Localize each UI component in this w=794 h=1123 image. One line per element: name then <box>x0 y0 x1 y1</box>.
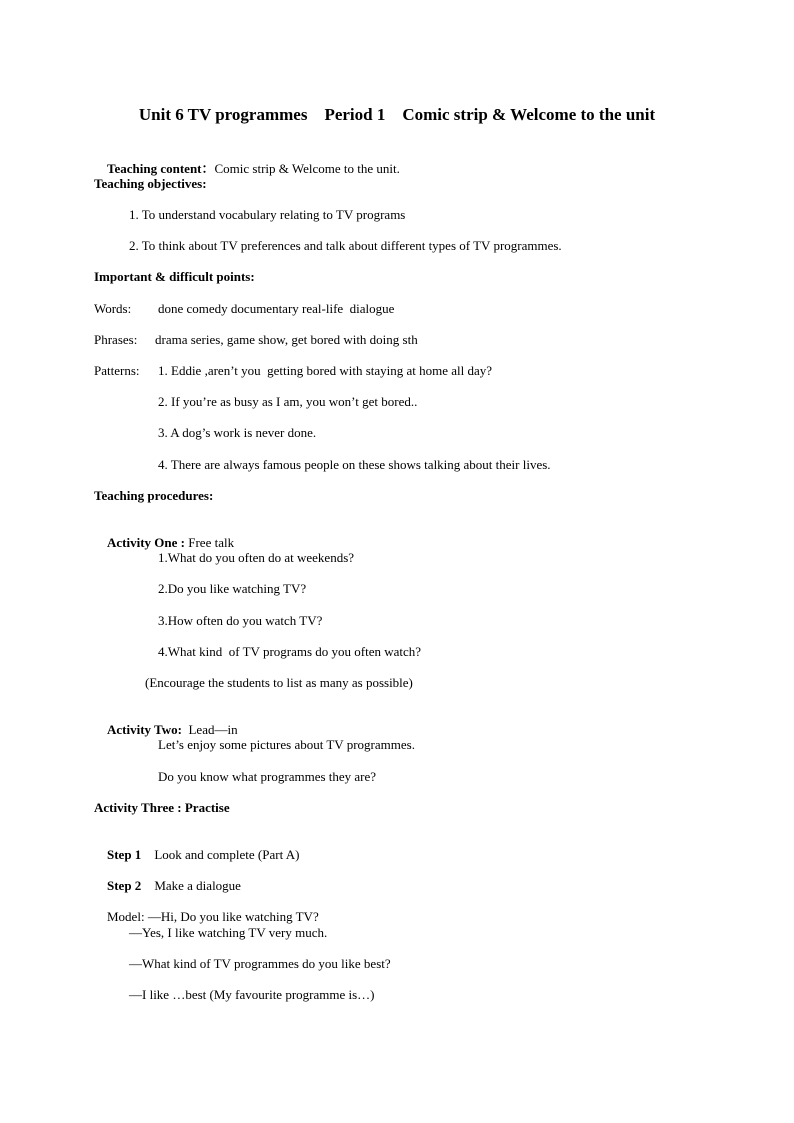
points-heading: Important & difficult points: <box>94 269 255 284</box>
step-one-text: Look and complete (Part A) <box>154 847 300 862</box>
pattern-item: 4. There are always famous people on these shows talking about their lives. <box>158 457 551 472</box>
activity-one-note: (Encourage the students to list as many as possible) <box>145 675 413 690</box>
activity-two-item: Do you know what programmes they are? <box>158 769 377 784</box>
activity-two-text: Lead—in <box>188 722 238 737</box>
phrases-text: drama series, game show, get bored with doing sth <box>155 332 418 347</box>
activity-three-heading: Activity Three : Practise <box>94 800 230 815</box>
activity-one-item: 1.What do you often do at weekends? <box>158 550 355 565</box>
procedures-heading: Teaching procedures: <box>94 488 214 503</box>
objective-item: 2. To think about TV preferences and talk about different types of TV programmes. <box>129 238 562 253</box>
step-two-text: Make a dialogue <box>154 878 241 893</box>
activity-two-item: Let’s enjoy some pictures about TV programmes. <box>158 737 415 752</box>
pattern-item: 2. If you’re as busy as I am, you won’t get bored.. <box>158 394 418 409</box>
model-dialogue-line: —Yes, I like watching TV very much. <box>129 925 328 940</box>
activity-one-item: 2.Do you like watching TV? <box>158 581 307 596</box>
pattern-item: 1. Eddie ,aren’t you getting bored with staying at home all day? <box>158 363 493 378</box>
objectives-heading: Teaching objectives: <box>94 176 207 191</box>
words-text: done comedy documentary real-life dialogue <box>158 301 395 316</box>
pattern-item: 3. A dog’s work is never done. <box>158 425 317 440</box>
page-title: Unit 6 TV programmes Period 1 Comic strip & Welcome to the unit <box>138 105 656 124</box>
step-two-label: Step 2 <box>107 878 142 893</box>
teaching-content-label: Teaching content： <box>107 161 215 176</box>
activity-one-item: 4.What kind of TV programs do you often watch? <box>158 644 422 659</box>
activity-one-text: Free talk <box>188 535 235 550</box>
activity-one-item: 3.How often do you watch TV? <box>158 613 323 628</box>
words-label: Words: <box>94 301 132 316</box>
model-dialogue-line: —I like …best (My favourite programme is…) <box>129 987 375 1002</box>
model-label: Model: <box>107 909 145 924</box>
patterns-label: Patterns: <box>94 363 140 378</box>
teaching-content-text: Comic strip & Welcome to the unit. <box>214 161 400 176</box>
objective-item: 1. To understand vocabulary relating to TV programs <box>129 207 406 222</box>
step-one-label: Step 1 <box>107 847 142 862</box>
activity-one-label: Activity One : <box>107 535 185 550</box>
model-dialogue-line: —What kind of TV programmes do you like best? <box>129 956 391 971</box>
activity-two-label: Activity Two: <box>107 722 182 737</box>
phrases-label: Phrases: <box>94 332 138 347</box>
model-dialogue-line: —Hi, Do you like watching TV? <box>147 909 319 924</box>
